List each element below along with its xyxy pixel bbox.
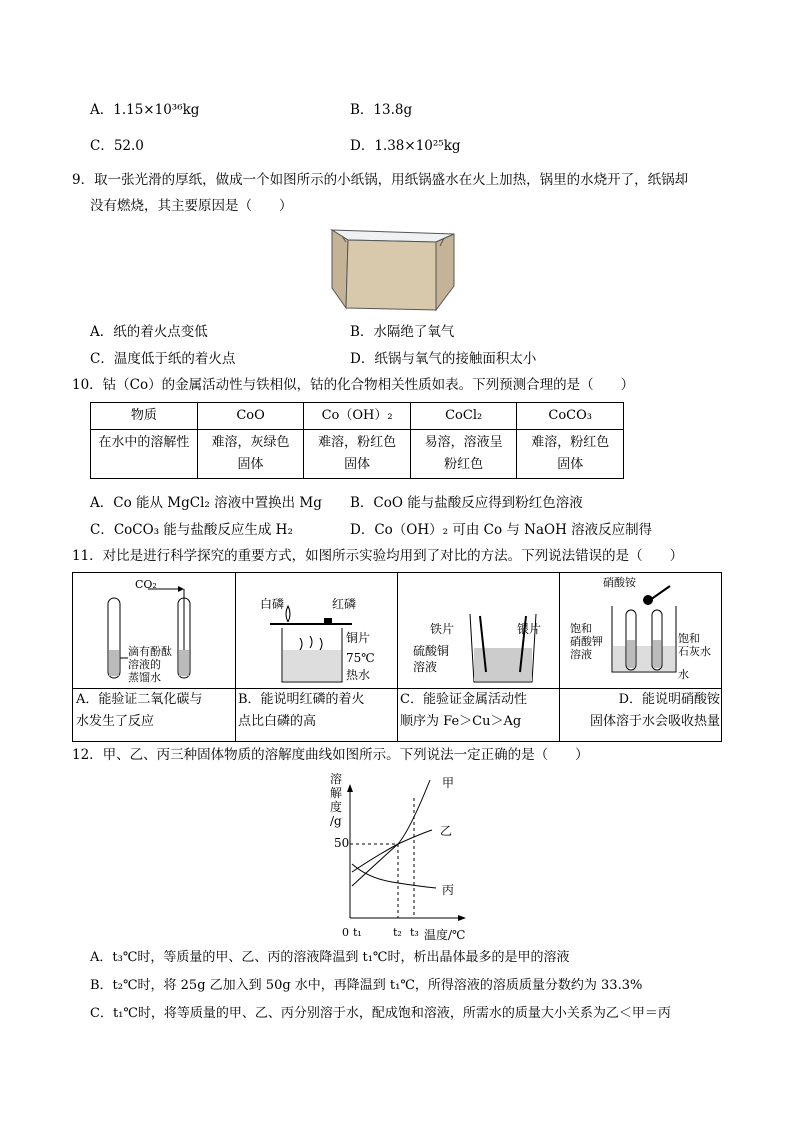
silver-label: 银片: [517, 622, 542, 636]
q8-option-c: C．52.0: [90, 138, 144, 154]
nh4no3-label: 硝酸铵: [603, 576, 636, 589]
q9-option-a: A．纸的着火点变低: [90, 324, 208, 340]
graph-x-label: 温度/℃: [424, 928, 466, 942]
graph-t2-label: t₂: [393, 926, 402, 939]
table-header: Co（OH）₂: [304, 403, 411, 430]
table-cell: 难溶，粉红色 固体: [304, 430, 411, 479]
table-header: CoCO₃: [517, 403, 624, 430]
q10-option-c: C．CoCO₃ 能与盐酸反应生成 H₂: [90, 522, 293, 538]
q9-stem-line2: 没有燃烧，其主要原因是（ ）: [90, 198, 293, 214]
hot-water-label: 热水: [346, 668, 371, 682]
graph-y-label: 溶 解 度 /g: [330, 772, 343, 828]
graph-t1-label: t₁: [353, 926, 362, 939]
curve-bing-label: 丙: [442, 883, 455, 897]
q12-stem: 12．甲、乙、丙三种固体物质的溶解度曲线如图所示。下列说法一定正确的是（ ）: [72, 747, 589, 763]
q11-caption-b: B．能说明红磷的着火 点比白磷的高: [238, 692, 365, 729]
table-header: CoO: [197, 403, 304, 430]
q10-properties-table: [90, 402, 624, 479]
q11-stem: 11．对比是进行科学探究的重要方式，如图所示实验均用到了对比的方法。下列说法错误的是（ ）: [72, 548, 684, 564]
limewater-label: 饱和 石灰水: [678, 632, 711, 658]
copper-label: 铜片: [346, 631, 371, 645]
q11-caption-a: A．能验证二氧化碳与 水发生了反应: [76, 692, 203, 729]
cuso4-label: 硫酸铜 溶液: [413, 644, 450, 674]
q9-stem-line1: 9．取一张光滑的厚纸，做成一个如图所示的小纸锅，用纸锅盛水在火上加热，锅里的水烧开了，纸锅却: [72, 172, 689, 188]
co2-label: CO₂: [135, 578, 157, 591]
curve-jia-label: 甲: [442, 776, 455, 790]
q8-option-d: D．1.38×10²⁵kg: [350, 138, 461, 154]
q10-option-b: B．CoO 能与盐酸反应得到粉红色溶液: [350, 495, 583, 511]
q12-option-b: B．t₂℃时，将 25g 乙加入到 50g 水中，再降温到 t₁℃，所得溶液的溶质质量分数约为 33.3%: [90, 978, 643, 993]
solubility-curve-graph: [320, 770, 480, 942]
q9-option-c: C．温度低于纸的着火点: [90, 351, 236, 367]
water-label: 水: [678, 668, 689, 681]
q10-stem: 10．钴（Co）的金属活动性与铁相似，钴的化合物相关性质如表。下列预测合理的是（ ）: [72, 377, 635, 393]
table-row-label: 在水中的溶解性: [91, 430, 198, 479]
table-header: CoCl₂: [410, 403, 517, 430]
q11-caption-c: C．能验证金属活动性 顺序为 Fe＞Cu＞Ag: [400, 692, 527, 729]
table-cell: 难溶，粉红色 固体: [517, 430, 624, 479]
curve-yi-label: 乙: [440, 824, 453, 838]
table-cell: 难溶，灰绿色 固体: [197, 430, 304, 479]
q11-caption-d: D．能说明硝酸铵 固体溶于水会吸收热量: [589, 692, 720, 729]
red-phosphorus-label: 红磷: [332, 597, 357, 611]
graph-t3-label: t₃: [410, 926, 419, 939]
paper-pot-figure: [326, 224, 462, 316]
q8-option-a: A．1.15×10³⁶kg: [90, 102, 200, 118]
q12-option-c: C．t₁℃时，将等质量的甲、乙、丙分别溶于水，配成饱和溶液，所需水的质量大小关系为乙＜甲＝丙: [90, 1006, 671, 1021]
kno3-label: 饱和 硝酸钾 溶液: [570, 622, 603, 661]
q9-option-b: B．水隔绝了氧气: [350, 324, 455, 340]
q12-option-a: A．t₃℃时，等质量的甲、乙、丙的溶液降温到 t₁℃时，析出晶体最多的是甲的溶液: [90, 950, 570, 965]
q10-option-d: D．Co（OH）₂ 可由 Co 与 NaOH 溶液反应制得: [350, 522, 653, 538]
graph-origin-label: 0: [342, 926, 349, 939]
q8-option-b: B．13.8g: [350, 102, 413, 118]
ammonium-nitrate-figure: [608, 580, 688, 688]
white-phosphorus-label: 白磷: [260, 597, 285, 611]
q10-option-a: A．Co 能从 MgCl₂ 溶液中置换出 Mg: [90, 495, 322, 511]
iron-label: 铁片: [430, 622, 455, 636]
table-header: 物质: [91, 403, 198, 430]
graph-y50-label: 50: [334, 836, 350, 850]
q9-option-d: D．纸锅与氧气的接触面积太小: [350, 351, 537, 367]
fig-a-label: 滴有酚酞 溶液的 蒸馏水: [128, 645, 172, 684]
table-cell: 易溶，溶液呈 粉红色: [410, 430, 517, 479]
temp-label: 75℃: [346, 651, 375, 665]
